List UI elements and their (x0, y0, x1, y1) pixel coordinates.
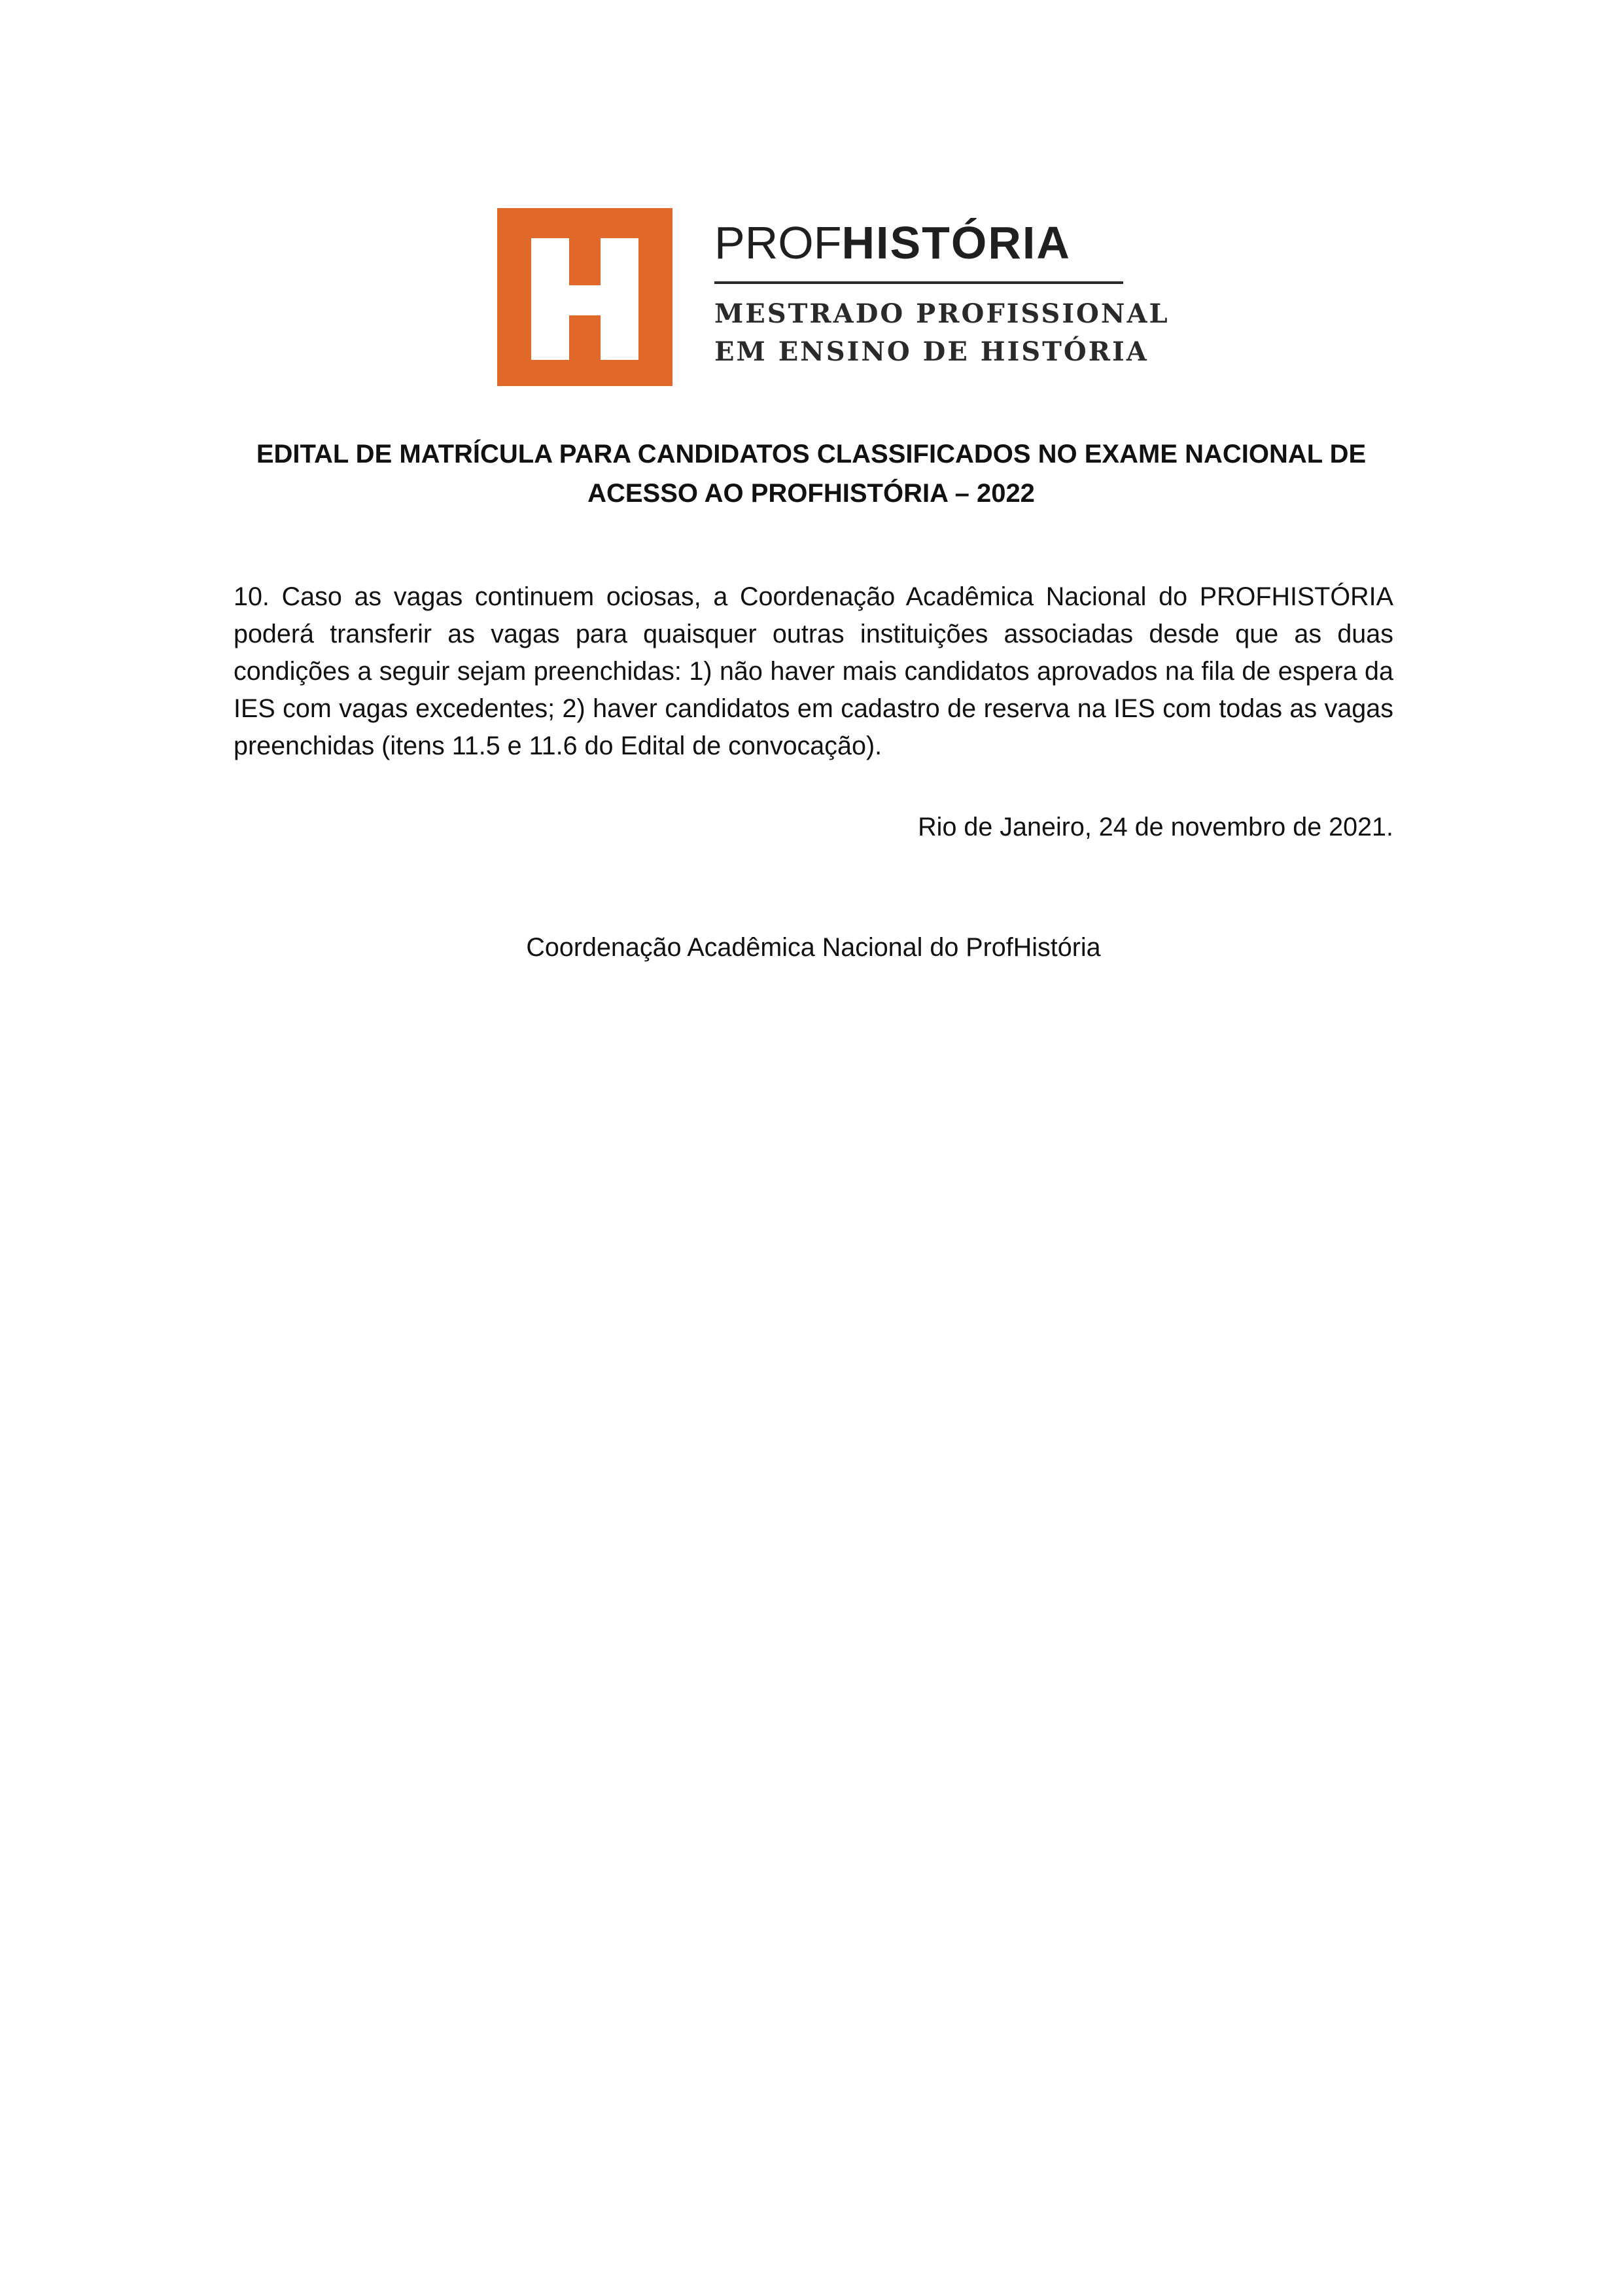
h-logo-mark (497, 208, 672, 386)
logo-brand-name: HISTÓRIA (841, 217, 1071, 268)
logo-h-right-stem (601, 238, 638, 360)
logo-tagline-line2: EM ENSINO DE HISTÓRIA (714, 336, 1149, 367)
profhistoria-logo (497, 208, 1170, 386)
clause-10-paragraph: 10. Caso as vagas continuem ociosas, a Coordenação Acadêmica Nacional do PROFHISTÓRIA poderá transferir as vagas para quaisquer outras instituições associadas desde que as duas condições a seguir sejam preenchidas: 1) não haver mais candidatos aprovados na fila de espera da IES com vagas excedentes; 2) haver candidatos em cadastro de reserva na IES com todas as vagas preenchidas (itens 11.5 e 11.6 do Edital de convocação). (234, 582, 1393, 760)
document-title (216, 434, 1406, 513)
logo-divider (714, 281, 1123, 284)
date-location-line: Rio de Janeiro, 24 de novembro de 2021. (918, 813, 1393, 841)
h-logo-mark-graphic (497, 208, 672, 386)
signature-line: Coordenação Acadêmica Nacional do ProfHistória (526, 933, 1101, 962)
logo-brand-prefix: PROF (714, 217, 842, 268)
document-title-line1: EDITAL DE MATRÍCULA PARA CANDIDATOS CLASSIFICADOS NO EXAME NACIONAL DE (256, 440, 1367, 468)
logo-h-left-stem (531, 238, 569, 360)
document-title-line2: ACESSO AO PROFHISTÓRIA – 2022 (587, 479, 1035, 508)
logo-wordmark (714, 217, 1071, 268)
logo-tagline-line1: MESTRADO PROFISSIONAL (714, 298, 1170, 329)
logo-h-crossbar (568, 285, 602, 315)
